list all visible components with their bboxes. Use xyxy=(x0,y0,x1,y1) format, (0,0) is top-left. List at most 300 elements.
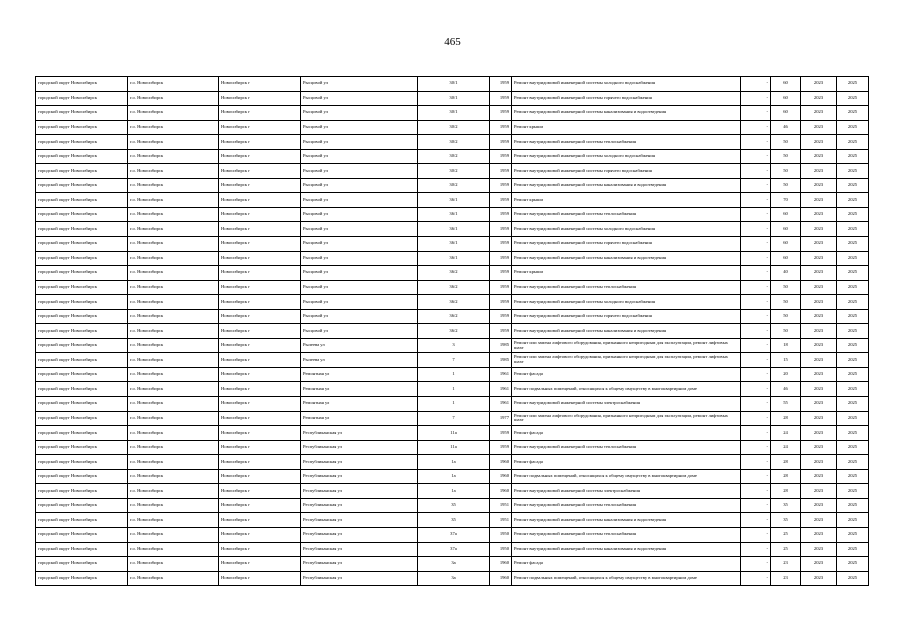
table-row xyxy=(36,338,869,353)
cell-house-number: 30/2 xyxy=(418,149,490,164)
table-row xyxy=(36,207,869,222)
cell-house-number: 11а xyxy=(418,426,490,441)
cell-locality: Новосибирск г xyxy=(219,338,301,353)
cell-value: 50 xyxy=(771,164,801,179)
cell-locality: Новосибирск г xyxy=(219,295,301,310)
cell-municipality: городской округ Новосибирск xyxy=(36,237,128,252)
cell-locality: Новосибирск г xyxy=(219,251,301,266)
cell-locality: Новосибирск г xyxy=(219,91,301,106)
cell-district: г.о. Новосибирск xyxy=(128,557,219,572)
table-row xyxy=(36,440,869,455)
cell-end-year: 2025 xyxy=(837,557,869,572)
cell-start-year: 2023 xyxy=(801,557,837,572)
cell-municipality: городской округ Новосибирск xyxy=(36,222,128,237)
cell-value: 18 xyxy=(771,338,801,353)
cell-district: г.о. Новосибирск xyxy=(128,178,219,193)
cell-work-type: Ремонт внутридомовой инженерной системы теплоснабжения xyxy=(512,280,741,295)
cell-value: 28 xyxy=(771,484,801,499)
cell-value: 23 xyxy=(771,571,801,586)
cell-year-built: 1985 xyxy=(490,353,512,368)
cell-year-built: 1959 xyxy=(490,309,512,324)
cell-start-year: 2023 xyxy=(801,484,837,499)
cell-house-number: 1 xyxy=(418,382,490,397)
cell-municipality: городской округ Новосибирск xyxy=(36,527,128,542)
cell-start-year: 2023 xyxy=(801,280,837,295)
cell-locality: Новосибирск г xyxy=(219,440,301,455)
cell-street: Рысцовой ул xyxy=(301,324,418,339)
cell-year-built: 1959 xyxy=(490,222,512,237)
cell-end-year: 2025 xyxy=(837,571,869,586)
cell-marker: - xyxy=(741,295,771,310)
cell-year-built: 1951 xyxy=(490,498,512,513)
cell-work-type: Ремонт или замена лифтового оборудования, признанного непригодным для эксплуатации, ремонт лифтовых шахт xyxy=(512,338,741,353)
cell-municipality: городской округ Новосибирск xyxy=(36,484,128,499)
cell-locality: Новосибирск г xyxy=(219,571,301,586)
table-row xyxy=(36,149,869,164)
table-row xyxy=(36,542,869,557)
cell-locality: Новосибирск г xyxy=(219,324,301,339)
cell-year-built: 1961 xyxy=(490,382,512,397)
cell-municipality: городской округ Новосибирск xyxy=(36,338,128,353)
cell-end-year: 2025 xyxy=(837,513,869,528)
cell-value: 50 xyxy=(771,280,801,295)
cell-house-number: 1а xyxy=(418,469,490,484)
cell-house-number: 1 xyxy=(418,367,490,382)
cell-locality: Новосибирск г xyxy=(219,207,301,222)
cell-start-year: 2023 xyxy=(801,382,837,397)
table-row xyxy=(36,397,869,412)
cell-start-year: 2023 xyxy=(801,266,837,281)
cell-end-year: 2025 xyxy=(837,135,869,150)
cell-value: 60 xyxy=(771,207,801,222)
table-row xyxy=(36,571,869,586)
cell-work-type: Ремонт внутридомовой инженерной системы канализования и водоотведения xyxy=(512,513,741,528)
cell-street: Рысцовой ул xyxy=(301,178,418,193)
cell-work-type: Ремонт внутридомовой инженерной системы канализования и водоотведения xyxy=(512,178,741,193)
cell-house-number: 7 xyxy=(418,411,490,426)
cell-marker: - xyxy=(741,571,771,586)
cell-value: 60 xyxy=(771,237,801,252)
cell-locality: Новосибирск г xyxy=(219,135,301,150)
cell-municipality: городской округ Новосибирск xyxy=(36,382,128,397)
cell-street: Рысцовой ул xyxy=(301,266,418,281)
cell-work-type: Ремонт внутридомовой инженерной системы холодного водоснабжения xyxy=(512,149,741,164)
cell-district: г.о. Новосибирск xyxy=(128,513,219,528)
cell-marker: - xyxy=(741,411,771,426)
cell-year-built: 1959 xyxy=(490,193,512,208)
cell-locality: Новосибирск г xyxy=(219,178,301,193)
cell-district: г.о. Новосибирск xyxy=(128,353,219,368)
cell-marker: - xyxy=(741,120,771,135)
cell-street: Рысцовой ул xyxy=(301,149,418,164)
cell-marker: - xyxy=(741,222,771,237)
cell-end-year: 2025 xyxy=(837,106,869,121)
table-row xyxy=(36,251,869,266)
cell-work-type: Ремонт внутридомовой инженерной системы холодного водоснабжения xyxy=(512,222,741,237)
cell-marker: - xyxy=(741,527,771,542)
cell-marker: - xyxy=(741,542,771,557)
cell-value: 28 xyxy=(771,411,801,426)
cell-municipality: городской округ Новосибирск xyxy=(36,295,128,310)
cell-value: 25 xyxy=(771,542,801,557)
cell-house-number: 36/1 xyxy=(418,207,490,222)
cell-year-built: 1960 xyxy=(490,484,512,499)
cell-house-number: 36/1 xyxy=(418,251,490,266)
cell-marker: - xyxy=(741,324,771,339)
cell-work-type: Ремонт внутридомовой инженерной системы горячего водоснабжения xyxy=(512,309,741,324)
cell-start-year: 2023 xyxy=(801,106,837,121)
cell-year-built: 1961 xyxy=(490,397,512,412)
cell-value: 35 xyxy=(771,498,801,513)
cell-value: 55 xyxy=(771,397,801,412)
cell-year-built: 1959 xyxy=(490,178,512,193)
table-row xyxy=(36,426,869,441)
cell-work-type: Ремонт внутридомовой инженерной системы теплоснабжения xyxy=(512,207,741,222)
table-row xyxy=(36,455,869,470)
cell-marker: - xyxy=(741,237,771,252)
table-row xyxy=(36,178,869,193)
cell-marker: - xyxy=(741,455,771,470)
cell-year-built: 1959 xyxy=(490,251,512,266)
cell-house-number: 3 xyxy=(418,338,490,353)
cell-year-built: 1961 xyxy=(490,367,512,382)
cell-start-year: 2023 xyxy=(801,367,837,382)
cell-municipality: городской округ Новосибирск xyxy=(36,571,128,586)
cell-work-type: Ремонт или замена лифтового оборудования, признанного непригодным для эксплуатации, ремонт лифтовых шахт xyxy=(512,353,741,368)
cell-start-year: 2023 xyxy=(801,426,837,441)
cell-locality: Новосибирск г xyxy=(219,484,301,499)
cell-year-built: 1950 xyxy=(490,527,512,542)
cell-work-type: Ремонт внутридомовой инженерной системы теплоснабжения xyxy=(512,527,741,542)
cell-municipality: городской округ Новосибирск xyxy=(36,149,128,164)
cell-street: Рысцовой ул xyxy=(301,237,418,252)
cell-district: г.о. Новосибирск xyxy=(128,295,219,310)
cell-street: Республиканская ул xyxy=(301,527,418,542)
cell-start-year: 2023 xyxy=(801,353,837,368)
cell-start-year: 2023 xyxy=(801,135,837,150)
cell-year-built: 1959 xyxy=(490,91,512,106)
cell-value: 50 xyxy=(771,295,801,310)
capital-repair-table xyxy=(35,76,869,586)
table-row xyxy=(36,469,869,484)
cell-value: 25 xyxy=(771,527,801,542)
cell-year-built: 1959 xyxy=(490,440,512,455)
cell-municipality: городской округ Новосибирск xyxy=(36,542,128,557)
cell-district: г.о. Новосибирск xyxy=(128,164,219,179)
cell-district: г.о. Новосибирск xyxy=(128,135,219,150)
cell-house-number: 36/2 xyxy=(418,266,490,281)
cell-year-built: 1959 xyxy=(490,207,512,222)
cell-work-type: Ремонт фасада xyxy=(512,557,741,572)
cell-value: 60 xyxy=(771,251,801,266)
cell-locality: Новосибирск г xyxy=(219,382,301,397)
cell-house-number: 36/2 xyxy=(418,295,490,310)
cell-district: г.о. Новосибирск xyxy=(128,397,219,412)
cell-locality: Новосибирск г xyxy=(219,106,301,121)
cell-value: 46 xyxy=(771,382,801,397)
cell-start-year: 2023 xyxy=(801,542,837,557)
table-row xyxy=(36,353,869,368)
cell-municipality: городской округ Новосибирск xyxy=(36,135,128,150)
cell-house-number: 30/1 xyxy=(418,77,490,92)
cell-marker: - xyxy=(741,353,771,368)
cell-year-built: 1960 xyxy=(490,455,512,470)
cell-street: Ремонтная ул xyxy=(301,367,418,382)
cell-district: г.о. Новосибирск xyxy=(128,382,219,397)
cell-work-type: Ремонт внутридомовой инженерной системы канализования и водоотведения xyxy=(512,106,741,121)
cell-end-year: 2025 xyxy=(837,440,869,455)
cell-year-built: 1951 xyxy=(490,513,512,528)
cell-house-number: 1а xyxy=(418,455,490,470)
cell-end-year: 2025 xyxy=(837,484,869,499)
cell-locality: Новосибирск г xyxy=(219,513,301,528)
cell-house-number: 30/1 xyxy=(418,91,490,106)
cell-year-built: 1985 xyxy=(490,338,512,353)
cell-value: 35 xyxy=(771,513,801,528)
cell-start-year: 2023 xyxy=(801,498,837,513)
cell-municipality: городской округ Новосибирск xyxy=(36,77,128,92)
cell-work-type: Ремонт внутридомовой инженерной системы горячего водоснабжения xyxy=(512,164,741,179)
cell-end-year: 2025 xyxy=(837,455,869,470)
cell-municipality: городской округ Новосибирск xyxy=(36,353,128,368)
cell-year-built: 1959 xyxy=(490,295,512,310)
cell-start-year: 2023 xyxy=(801,411,837,426)
cell-locality: Новосибирск г xyxy=(219,77,301,92)
cell-municipality: городской округ Новосибирск xyxy=(36,426,128,441)
cell-work-type: Ремонт внутридомовой инженерной системы теплоснабжения xyxy=(512,498,741,513)
cell-marker: - xyxy=(741,266,771,281)
cell-start-year: 2023 xyxy=(801,91,837,106)
cell-end-year: 2025 xyxy=(837,426,869,441)
cell-end-year: 2025 xyxy=(837,207,869,222)
cell-district: г.о. Новосибирск xyxy=(128,309,219,324)
cell-work-type: Ремонт крыши xyxy=(512,266,741,281)
cell-house-number: 37а xyxy=(418,527,490,542)
cell-house-number: 35 xyxy=(418,513,490,528)
page-number: 465 xyxy=(444,36,461,48)
cell-work-type: Ремонт внутридомовой инженерной системы канализования и водоотведения xyxy=(512,324,741,339)
cell-house-number: 36/1 xyxy=(418,237,490,252)
cell-municipality: городской округ Новосибирск xyxy=(36,455,128,470)
cell-value: 15 xyxy=(771,353,801,368)
cell-municipality: городской округ Новосибирск xyxy=(36,469,128,484)
cell-street: Рысцовой ул xyxy=(301,222,418,237)
cell-start-year: 2023 xyxy=(801,309,837,324)
cell-end-year: 2025 xyxy=(837,324,869,339)
cell-year-built: 1960 xyxy=(490,557,512,572)
cell-end-year: 2025 xyxy=(837,77,869,92)
cell-house-number: 30/2 xyxy=(418,135,490,150)
cell-work-type: Ремонт фасада xyxy=(512,426,741,441)
cell-street: Ремонтная ул xyxy=(301,397,418,412)
cell-municipality: городской округ Новосибирск xyxy=(36,309,128,324)
cell-value: 50 xyxy=(771,324,801,339)
cell-start-year: 2023 xyxy=(801,455,837,470)
cell-value: 24 xyxy=(771,440,801,455)
cell-start-year: 2023 xyxy=(801,178,837,193)
cell-municipality: городской округ Новосибирск xyxy=(36,280,128,295)
cell-marker: - xyxy=(741,149,771,164)
cell-work-type: Ремонт внутридомовой инженерной системы горячего водоснабжения xyxy=(512,237,741,252)
cell-municipality: городской округ Новосибирск xyxy=(36,557,128,572)
cell-start-year: 2023 xyxy=(801,338,837,353)
cell-value: 60 xyxy=(771,222,801,237)
cell-district: г.о. Новосибирск xyxy=(128,193,219,208)
cell-marker: - xyxy=(741,178,771,193)
cell-start-year: 2023 xyxy=(801,222,837,237)
cell-municipality: городской округ Новосибирск xyxy=(36,513,128,528)
cell-street: Рысцовой ул xyxy=(301,280,418,295)
cell-start-year: 2023 xyxy=(801,527,837,542)
cell-end-year: 2025 xyxy=(837,338,869,353)
cell-year-built: 1959 xyxy=(490,266,512,281)
cell-municipality: городской округ Новосибирск xyxy=(36,324,128,339)
cell-marker: - xyxy=(741,91,771,106)
cell-start-year: 2023 xyxy=(801,513,837,528)
table-row xyxy=(36,106,869,121)
table-row xyxy=(36,324,869,339)
cell-marker: - xyxy=(741,135,771,150)
cell-district: г.о. Новосибирск xyxy=(128,338,219,353)
cell-start-year: 2023 xyxy=(801,251,837,266)
table-row xyxy=(36,309,869,324)
cell-marker: - xyxy=(741,367,771,382)
cell-district: г.о. Новосибирск xyxy=(128,440,219,455)
cell-work-type: Ремонт внутридомовой инженерной системы горячего водоснабжения xyxy=(512,91,741,106)
cell-value: 60 xyxy=(771,77,801,92)
cell-work-type: Ремонт крыши xyxy=(512,193,741,208)
cell-locality: Новосибирск г xyxy=(219,164,301,179)
cell-street: Рысцовой ул xyxy=(301,135,418,150)
cell-work-type: Ремонт внутридомовой инженерной системы теплоснабжения xyxy=(512,440,741,455)
table-row xyxy=(36,557,869,572)
cell-year-built: 1959 xyxy=(490,120,512,135)
table-row xyxy=(36,77,869,92)
cell-locality: Новосибирск г xyxy=(219,193,301,208)
cell-district: г.о. Новосибирск xyxy=(128,426,219,441)
cell-district: г.о. Новосибирск xyxy=(128,280,219,295)
cell-marker: - xyxy=(741,557,771,572)
table-row xyxy=(36,498,869,513)
cell-municipality: городской округ Новосибирск xyxy=(36,498,128,513)
cell-house-number: 36/2 xyxy=(418,324,490,339)
cell-end-year: 2025 xyxy=(837,295,869,310)
cell-year-built: 1960 xyxy=(490,469,512,484)
cell-marker: - xyxy=(741,106,771,121)
cell-marker: - xyxy=(741,382,771,397)
cell-locality: Новосибирск г xyxy=(219,411,301,426)
cell-locality: Новосибирск г xyxy=(219,426,301,441)
cell-street: Республиканская ул xyxy=(301,469,418,484)
cell-work-type: Ремонт подвальных помещений, относящихся к общему имуществу в многоквартирном доме xyxy=(512,469,741,484)
cell-municipality: городской округ Новосибирск xyxy=(36,91,128,106)
cell-marker: - xyxy=(741,469,771,484)
cell-work-type: Ремонт или замена лифтового оборудования, признанного непригодным для эксплуатации, ремонт лифтовых шахт xyxy=(512,411,741,426)
cell-end-year: 2025 xyxy=(837,91,869,106)
cell-street: Ремонтная ул xyxy=(301,382,418,397)
cell-municipality: городской округ Новосибирск xyxy=(36,178,128,193)
table-row xyxy=(36,164,869,179)
cell-district: г.о. Новосибирск xyxy=(128,324,219,339)
cell-start-year: 2023 xyxy=(801,164,837,179)
cell-work-type: Ремонт фасада xyxy=(512,455,741,470)
cell-municipality: городской округ Новосибирск xyxy=(36,266,128,281)
cell-year-built: 1950 xyxy=(490,542,512,557)
table-row xyxy=(36,222,869,237)
cell-municipality: городской округ Новосибирск xyxy=(36,164,128,179)
cell-end-year: 2025 xyxy=(837,382,869,397)
table-row xyxy=(36,193,869,208)
cell-marker: - xyxy=(741,193,771,208)
cell-value: 60 xyxy=(771,91,801,106)
cell-start-year: 2023 xyxy=(801,397,837,412)
table-row xyxy=(36,91,869,106)
cell-marker: - xyxy=(741,338,771,353)
cell-house-number: 1 xyxy=(418,397,490,412)
cell-year-built: 1959 xyxy=(490,426,512,441)
cell-street: Рысцовой ул xyxy=(301,295,418,310)
cell-end-year: 2025 xyxy=(837,193,869,208)
cell-municipality: городской округ Новосибирск xyxy=(36,411,128,426)
cell-district: г.о. Новосибирск xyxy=(128,542,219,557)
cell-street: Рылеева ул xyxy=(301,353,418,368)
cell-marker: - xyxy=(741,426,771,441)
cell-district: г.о. Новосибирск xyxy=(128,77,219,92)
cell-street: Республиканская ул xyxy=(301,484,418,499)
cell-year-built: 1959 xyxy=(490,164,512,179)
cell-work-type: Ремонт внутридомовой инженерной системы канализования и водоотведения xyxy=(512,251,741,266)
cell-street: Рысцовой ул xyxy=(301,77,418,92)
cell-end-year: 2025 xyxy=(837,469,869,484)
cell-value: 23 xyxy=(771,557,801,572)
cell-locality: Новосибирск г xyxy=(219,353,301,368)
table-row xyxy=(36,266,869,281)
cell-value: 24 xyxy=(771,426,801,441)
cell-marker: - xyxy=(741,498,771,513)
cell-house-number: 30/2 xyxy=(418,164,490,179)
cell-end-year: 2025 xyxy=(837,149,869,164)
cell-locality: Новосибирск г xyxy=(219,527,301,542)
cell-municipality: городской округ Новосибирск xyxy=(36,251,128,266)
table-row xyxy=(36,527,869,542)
cell-street: Рысцовой ул xyxy=(301,207,418,222)
table-body xyxy=(36,77,869,586)
cell-district: г.о. Новосибирск xyxy=(128,207,219,222)
cell-district: г.о. Новосибирск xyxy=(128,571,219,586)
cell-district: г.о. Новосибирск xyxy=(128,266,219,281)
cell-locality: Новосибирск г xyxy=(219,367,301,382)
cell-district: г.о. Новосибирск xyxy=(128,469,219,484)
cell-work-type: Ремонт внутридомовой инженерной системы холодного водоснабжения xyxy=(512,77,741,92)
cell-end-year: 2025 xyxy=(837,411,869,426)
cell-locality: Новосибирск г xyxy=(219,280,301,295)
cell-house-number: 11а xyxy=(418,440,490,455)
cell-district: г.о. Новосибирск xyxy=(128,498,219,513)
cell-house-number: 7 xyxy=(418,353,490,368)
cell-year-built: 1960 xyxy=(490,571,512,586)
cell-locality: Новосибирск г xyxy=(219,455,301,470)
cell-district: г.о. Новосибирск xyxy=(128,237,219,252)
cell-house-number: 3а xyxy=(418,557,490,572)
cell-value: 28 xyxy=(771,469,801,484)
cell-house-number: 36/2 xyxy=(418,309,490,324)
cell-end-year: 2025 xyxy=(837,527,869,542)
cell-end-year: 2025 xyxy=(837,309,869,324)
cell-value: 50 xyxy=(771,178,801,193)
cell-value: 46 xyxy=(771,120,801,135)
cell-street: Республиканская ул xyxy=(301,557,418,572)
cell-locality: Новосибирск г xyxy=(219,149,301,164)
